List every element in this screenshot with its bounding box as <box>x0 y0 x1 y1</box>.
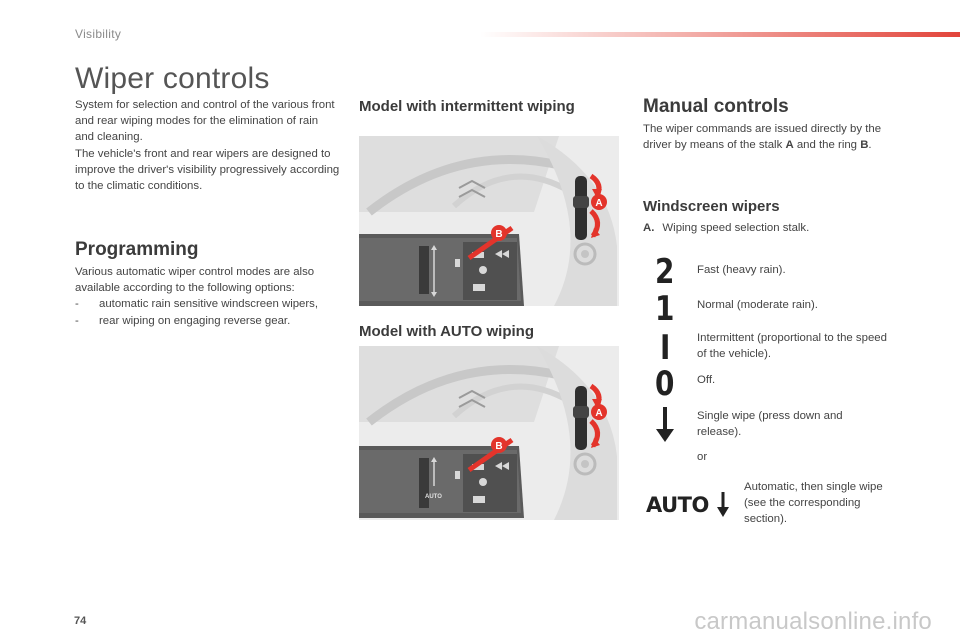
stalk-a-description <box>643 222 809 234</box>
bullet-dash: - <box>75 314 79 327</box>
down-arrow-icon <box>654 407 676 443</box>
off-text: Off. <box>697 374 716 386</box>
auto-model-heading: Model with AUTO wiping <box>359 323 534 340</box>
intermittent-symbol: I <box>660 328 671 368</box>
intro-paragraph-2: The vehicle's front and rear wipers are designed to improve the driver's visibility progressively according to the climatic conditions. <box>75 147 340 193</box>
header-accent-bar <box>480 32 960 37</box>
speed-1-text: Normal (moderate rain). <box>697 299 818 311</box>
or-text: or <box>697 451 708 463</box>
list-item <box>75 313 340 329</box>
auto-symbol <box>646 493 709 517</box>
programming-text: Various automatic wiper control modes are also available according to the following options: <box>75 266 315 295</box>
label-b: B <box>495 441 503 452</box>
intermittent-illustration <box>359 136 619 306</box>
bullet-dash: - <box>75 298 79 311</box>
list-item <box>75 296 340 312</box>
stalk-a-text: Wiping speed selection stalk. <box>662 222 810 234</box>
manual-controls-intro <box>643 121 908 153</box>
ring-ref: B <box>860 139 869 152</box>
auto-model-illustration <box>359 346 619 520</box>
windscreen-wipers-heading: Windscreen wipers <box>643 198 780 215</box>
section-label: Visibility <box>75 27 122 41</box>
intermittent-heading: Model with intermittent wiping <box>359 98 575 115</box>
speed-2-text: Fast (heavy rain). <box>697 264 786 276</box>
intro-paragraph-1: System for selection and control of the various front and rear wiping modes for the elimination of rain and cleaning. <box>75 99 335 144</box>
watermark: carmanualsonline.info <box>694 608 932 635</box>
speed-2-symbol: 2 <box>655 252 675 292</box>
intro-part: . <box>868 139 872 152</box>
stalk-a-label: A. <box>643 222 655 234</box>
page-number: 74 <box>74 615 87 627</box>
off-symbol: 0 <box>655 364 675 404</box>
auto-text: Automatic, then single wipe (see the corresponding section). <box>744 481 883 526</box>
intermittent-text: Intermittent (proportional to the speed of the vehicle). <box>697 332 887 361</box>
auto-down-arrow-icon <box>716 492 730 518</box>
label-a: A <box>595 408 603 419</box>
programming-heading: Programming <box>75 239 199 260</box>
manual-controls-heading: Manual controls <box>643 96 789 117</box>
intro-part: and the ring <box>793 139 861 152</box>
programming-body <box>75 264 340 329</box>
intro-text <box>75 97 340 194</box>
stalk-auto-label: AUTO <box>425 494 442 500</box>
bullet-text: automatic rain sensitive windscreen wipers, <box>99 298 319 311</box>
auto-symbol-text: AUTO <box>646 493 709 517</box>
stalk-ref: A <box>785 139 794 152</box>
speed-1-symbol: 1 <box>655 289 675 329</box>
page-title: Wiper controls <box>75 62 270 95</box>
label-a: A <box>595 198 603 209</box>
label-b: B <box>495 229 503 240</box>
intro-part: The wiper commands are issued directly by the driver by means of the stalk <box>643 123 882 152</box>
single-wipe-text: Single wipe (press down and release). <box>697 410 843 439</box>
bullet-text: rear wiping on engaging reverse gear. <box>99 314 291 327</box>
